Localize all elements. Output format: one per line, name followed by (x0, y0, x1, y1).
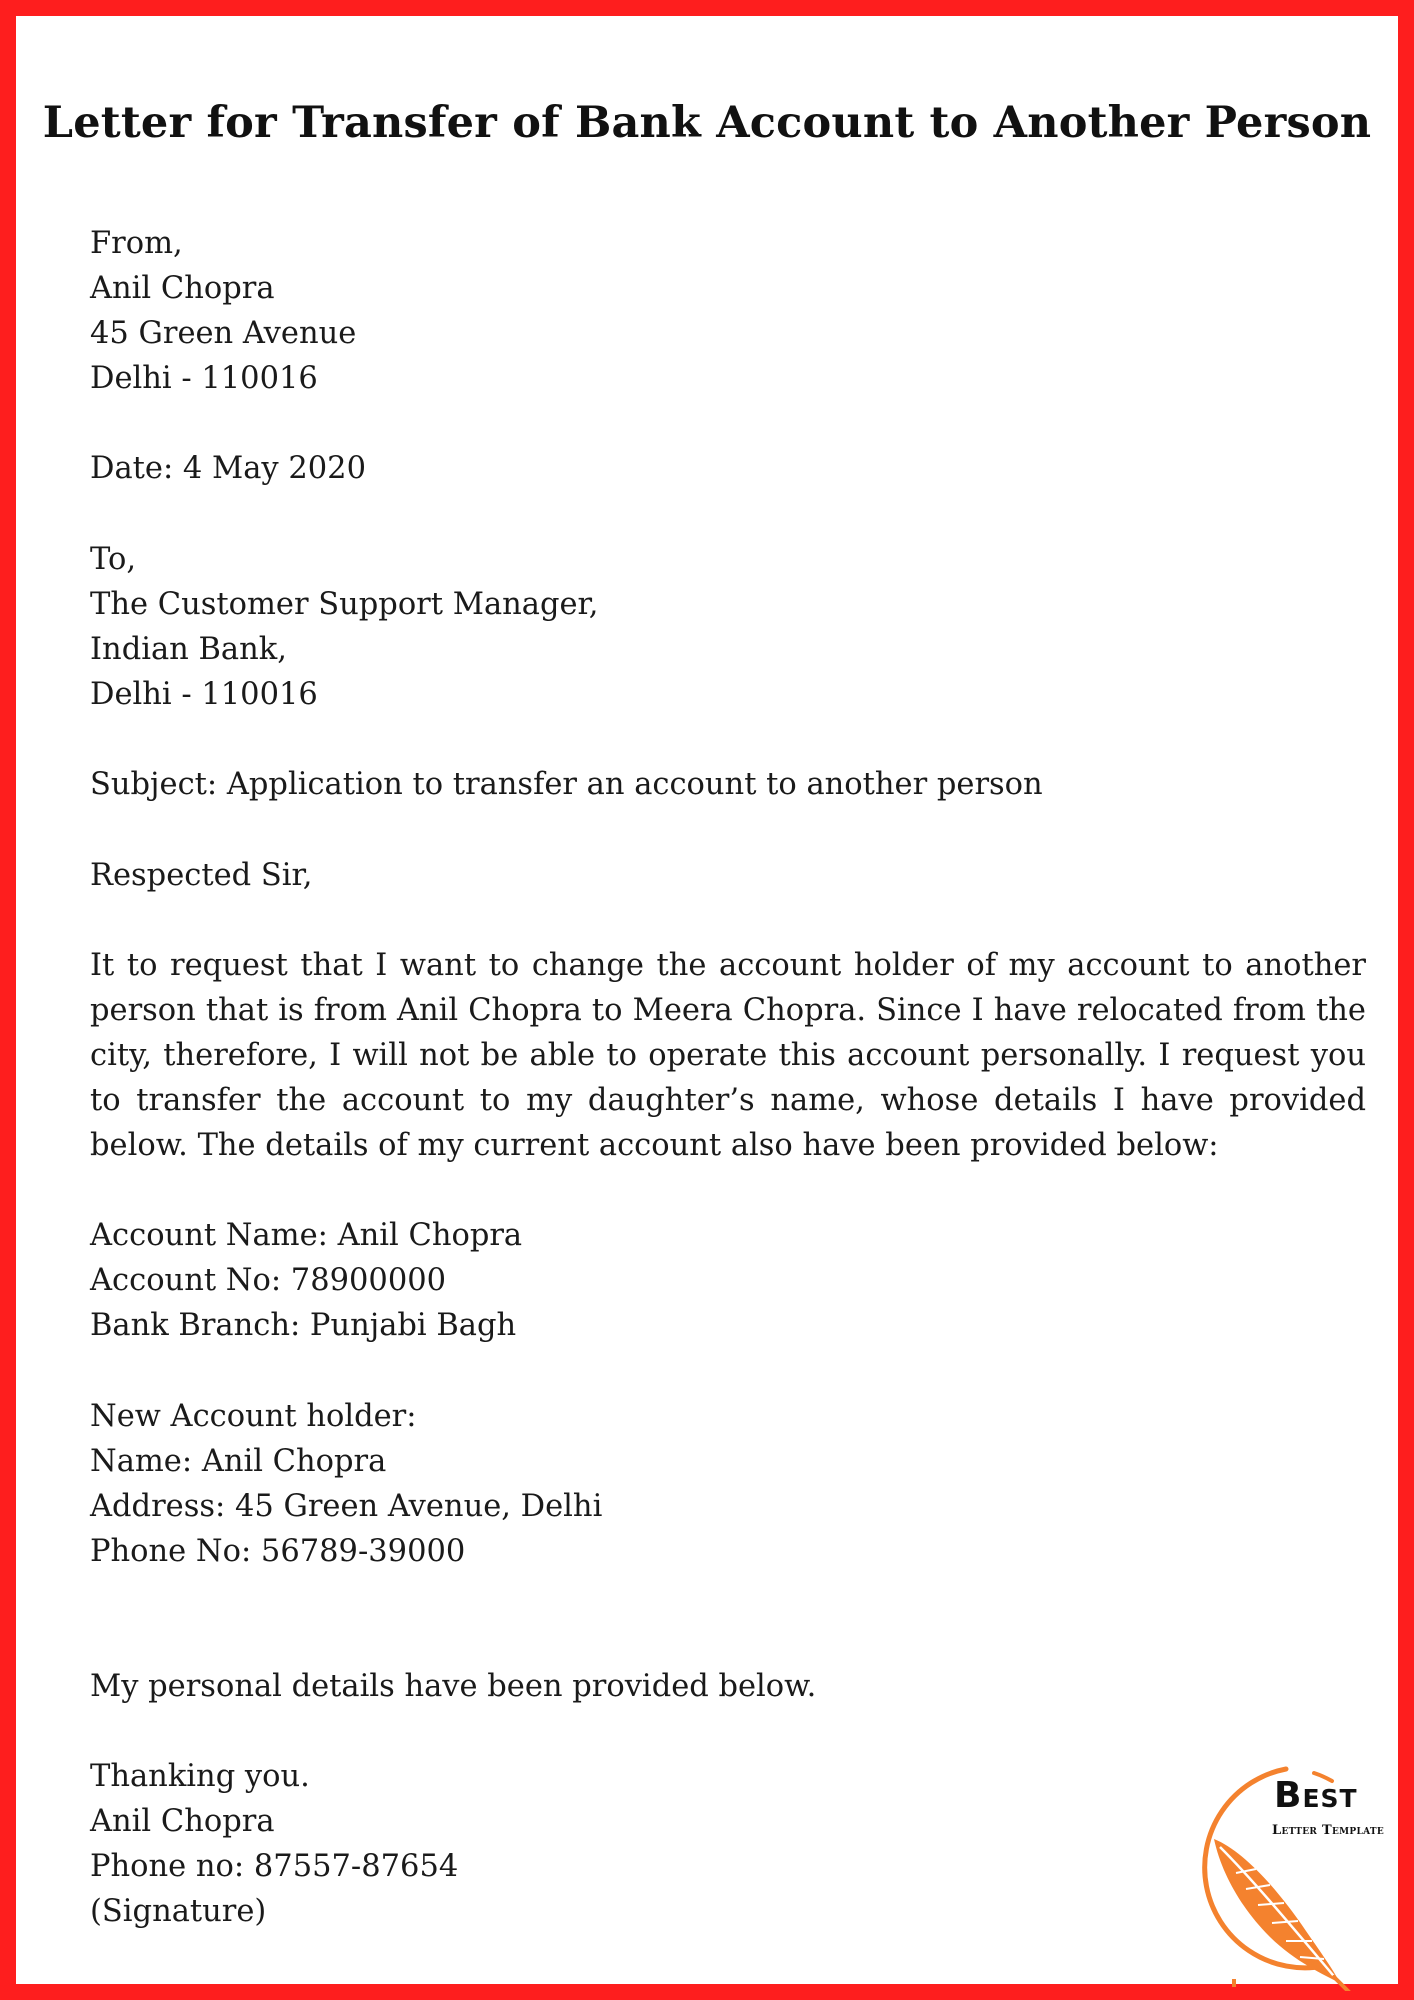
date-block (90, 446, 1366, 491)
letter-date: Date: 4 May 2020 (90, 451, 366, 486)
new-holder-block (90, 1394, 1366, 1574)
subject-block (90, 762, 1366, 807)
letter-title: Letter for Transfer of Bank Account to Another Person (42, 98, 1372, 148)
closing-name: Anil Chopra (90, 1804, 275, 1839)
new-holder-address: Address: 45 Green Avenue, Delhi (90, 1489, 603, 1524)
sender-name: Anil Chopra (90, 271, 275, 306)
logo-subtitle: Letter Template (1272, 1823, 1385, 1838)
brand-logo (1174, 1761, 1404, 1991)
sender-block (90, 221, 1366, 401)
new-holder-phone: Phone No: 56789-39000 (90, 1534, 466, 1569)
closing-thanks: Thanking you. (90, 1759, 310, 1794)
logo-word: Best (1274, 1775, 1358, 1816)
closing-phone: Phone no: 87557-87654 (90, 1849, 459, 1884)
recipient-block (90, 537, 1366, 717)
personal-details-block (90, 1664, 1366, 1709)
recipient-line3: Delhi - 110016 (90, 677, 318, 712)
closing-signature: (Signature) (90, 1894, 267, 1929)
to-label: To, (90, 542, 137, 577)
current-account-name: Account Name: Anil Chopra (90, 1218, 523, 1253)
current-account-number: Account No: 78900000 (90, 1263, 447, 1298)
salutation: Respected Sir, (90, 858, 313, 893)
current-account-block (90, 1213, 1366, 1348)
quill-feather-icon (1214, 1839, 1350, 1991)
recipient-line2: Indian Bank, (90, 632, 287, 667)
current-account-branch: Bank Branch: Punjabi Bagh (90, 1308, 517, 1343)
body-paragraph: It to request that I want to change the account holder of my account to another person that is from Anil Chopra to Meera Chopra. Since I have relocated from the city, therefore, I will not be able to operate this account personally. I request you to transfer the account to my daughter’s name, whose details I have provided below. The details of my current account also have been provided below: (90, 948, 1366, 1163)
recipient-line1: The Customer Support Manager, (90, 587, 599, 622)
new-holder-name: Name: Anil Chopra (90, 1444, 387, 1479)
from-label: From, (90, 226, 183, 261)
personal-details-note: My personal details have been provided below. (90, 1669, 817, 1704)
subject-line: Subject: Application to transfer an account to another person (90, 767, 1043, 802)
new-holder-heading: New Account holder: (90, 1399, 417, 1434)
sender-address-line2: Delhi - 110016 (90, 361, 318, 396)
sender-address-line1: 45 Green Avenue (90, 316, 357, 351)
salutation-block (90, 853, 1366, 898)
